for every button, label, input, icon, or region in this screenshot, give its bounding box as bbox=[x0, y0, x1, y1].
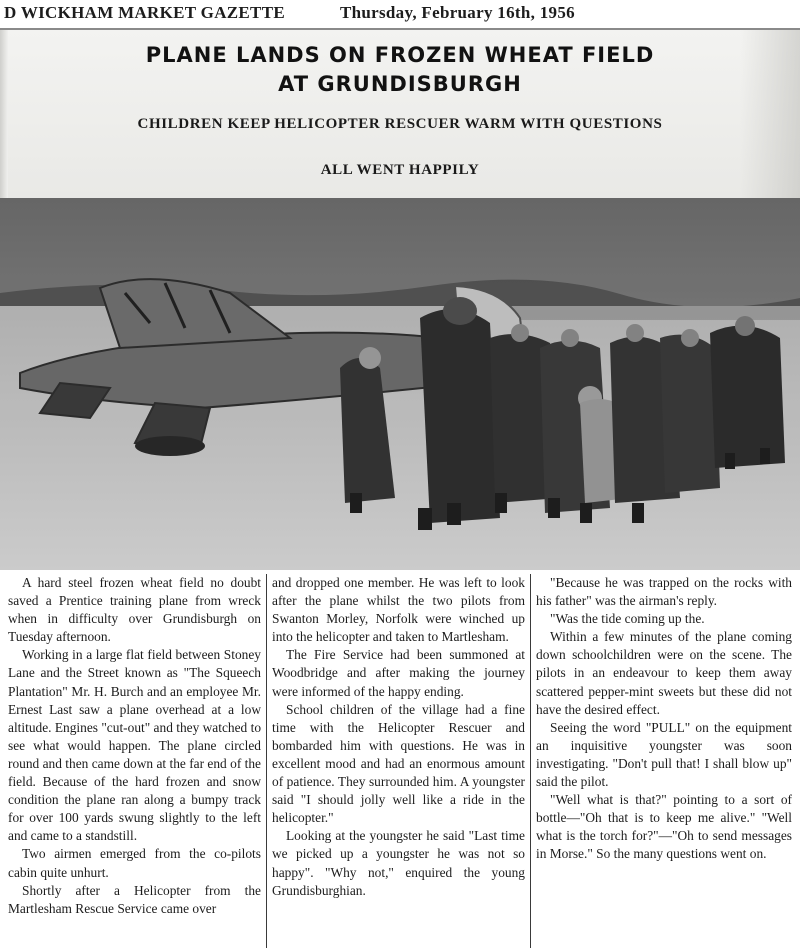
headline-line-2: AT GRUNDISBURGH bbox=[278, 72, 522, 96]
paragraph: "Well what is that?" pointing to a sort of bottle—"Oh that is to keep me alive." "Well what is the torch for?"—"Oh to send messages in Morse." So the many questions went on. bbox=[536, 792, 792, 862]
article-column-2 bbox=[272, 574, 525, 948]
paragraph: "Was the tide coming up the. bbox=[550, 611, 705, 627]
paragraph: The Fire Service had been summoned at Woodbridge and after making the journey were informed of the happy ending. bbox=[272, 647, 525, 699]
paragraph: Seeing the word "PULL" on the equipment an inquisitive youngster was soon investigating. "Don't pull that! I shall blow up" said the pilot. bbox=[536, 719, 792, 790]
paragraph: A hard steel frozen wheat field no doubt saved a Prentice training plane from wreck when in difficulty over Grundisburgh on Tuesday afternoon. bbox=[8, 575, 261, 645]
headline-line-1: PLANE LANDS ON FROZEN WHEAT FIELD bbox=[145, 43, 655, 67]
paragraph: and dropped one member. He was left to look after the plane whilst the two pilots from Swanton Morley, Norfolk were winched up into the helicopter and taken to Martlesham. bbox=[272, 575, 525, 645]
newspaper-name: D WICKHAM MARKET GAZETTE bbox=[4, 3, 285, 22]
paragraph: Within a few minutes of the plane coming down schoolchildren were on the scene. The pilots in an endeavour to keep them away scattered pepper-mint sweets but these did not have the desired effect. bbox=[536, 629, 792, 717]
subheadline-2: ALL WENT HAPPILY bbox=[320, 162, 480, 178]
paragraph: Shortly after a Helicopter from the Martlesham Rescue Service came over bbox=[8, 882, 261, 916]
headline-block bbox=[0, 30, 800, 198]
issue-date: Thursday, February 16th, 1956 bbox=[340, 3, 575, 22]
news-photo bbox=[0, 198, 800, 570]
paragraph: Looking at the youngster he said "Last time we picked up a youngster he was not so happy". "Why not," enquired the young Grundisburghian. bbox=[272, 828, 525, 898]
paragraph: "Because he was trapped on the rocks with his father" was the airman's reply. bbox=[536, 575, 792, 609]
paragraph: Two airmen emerged from the co-pilots cabin quite unhurt. bbox=[8, 846, 261, 880]
article-column-1 bbox=[8, 574, 261, 948]
photo-illustration bbox=[0, 198, 800, 570]
article-column-3 bbox=[536, 574, 792, 948]
article-body bbox=[0, 574, 800, 948]
paragraph: School children of the village had a fine time with the Helicopter Rescuer and bombarded him with questions. He was in excellent mood and had an enormous amount of patience. They surrounded him. A youngster said "I should jolly well like a ride in the helicopter." bbox=[272, 701, 525, 826]
subheadline-1: CHILDREN KEEP HELICOPTER RESCUER WARM WITH QUESTIONS bbox=[137, 116, 663, 132]
masthead bbox=[0, 0, 800, 26]
paragraph: Working in a large flat field between Stoney Lane and the Street known as "The Squeech Plantation" Mr. H. Burch and an employee Mr. Ernest Last saw a plane overhead at a low altitude. Engines "cut-out" and they watched to see what would happen. The plane circled round and then came down at the far end of the field. Because of the hard frozen and snow condition the plane ran along a bumpy track for over 100 yards swung slightly to the left and came to a standstill. bbox=[8, 647, 262, 844]
